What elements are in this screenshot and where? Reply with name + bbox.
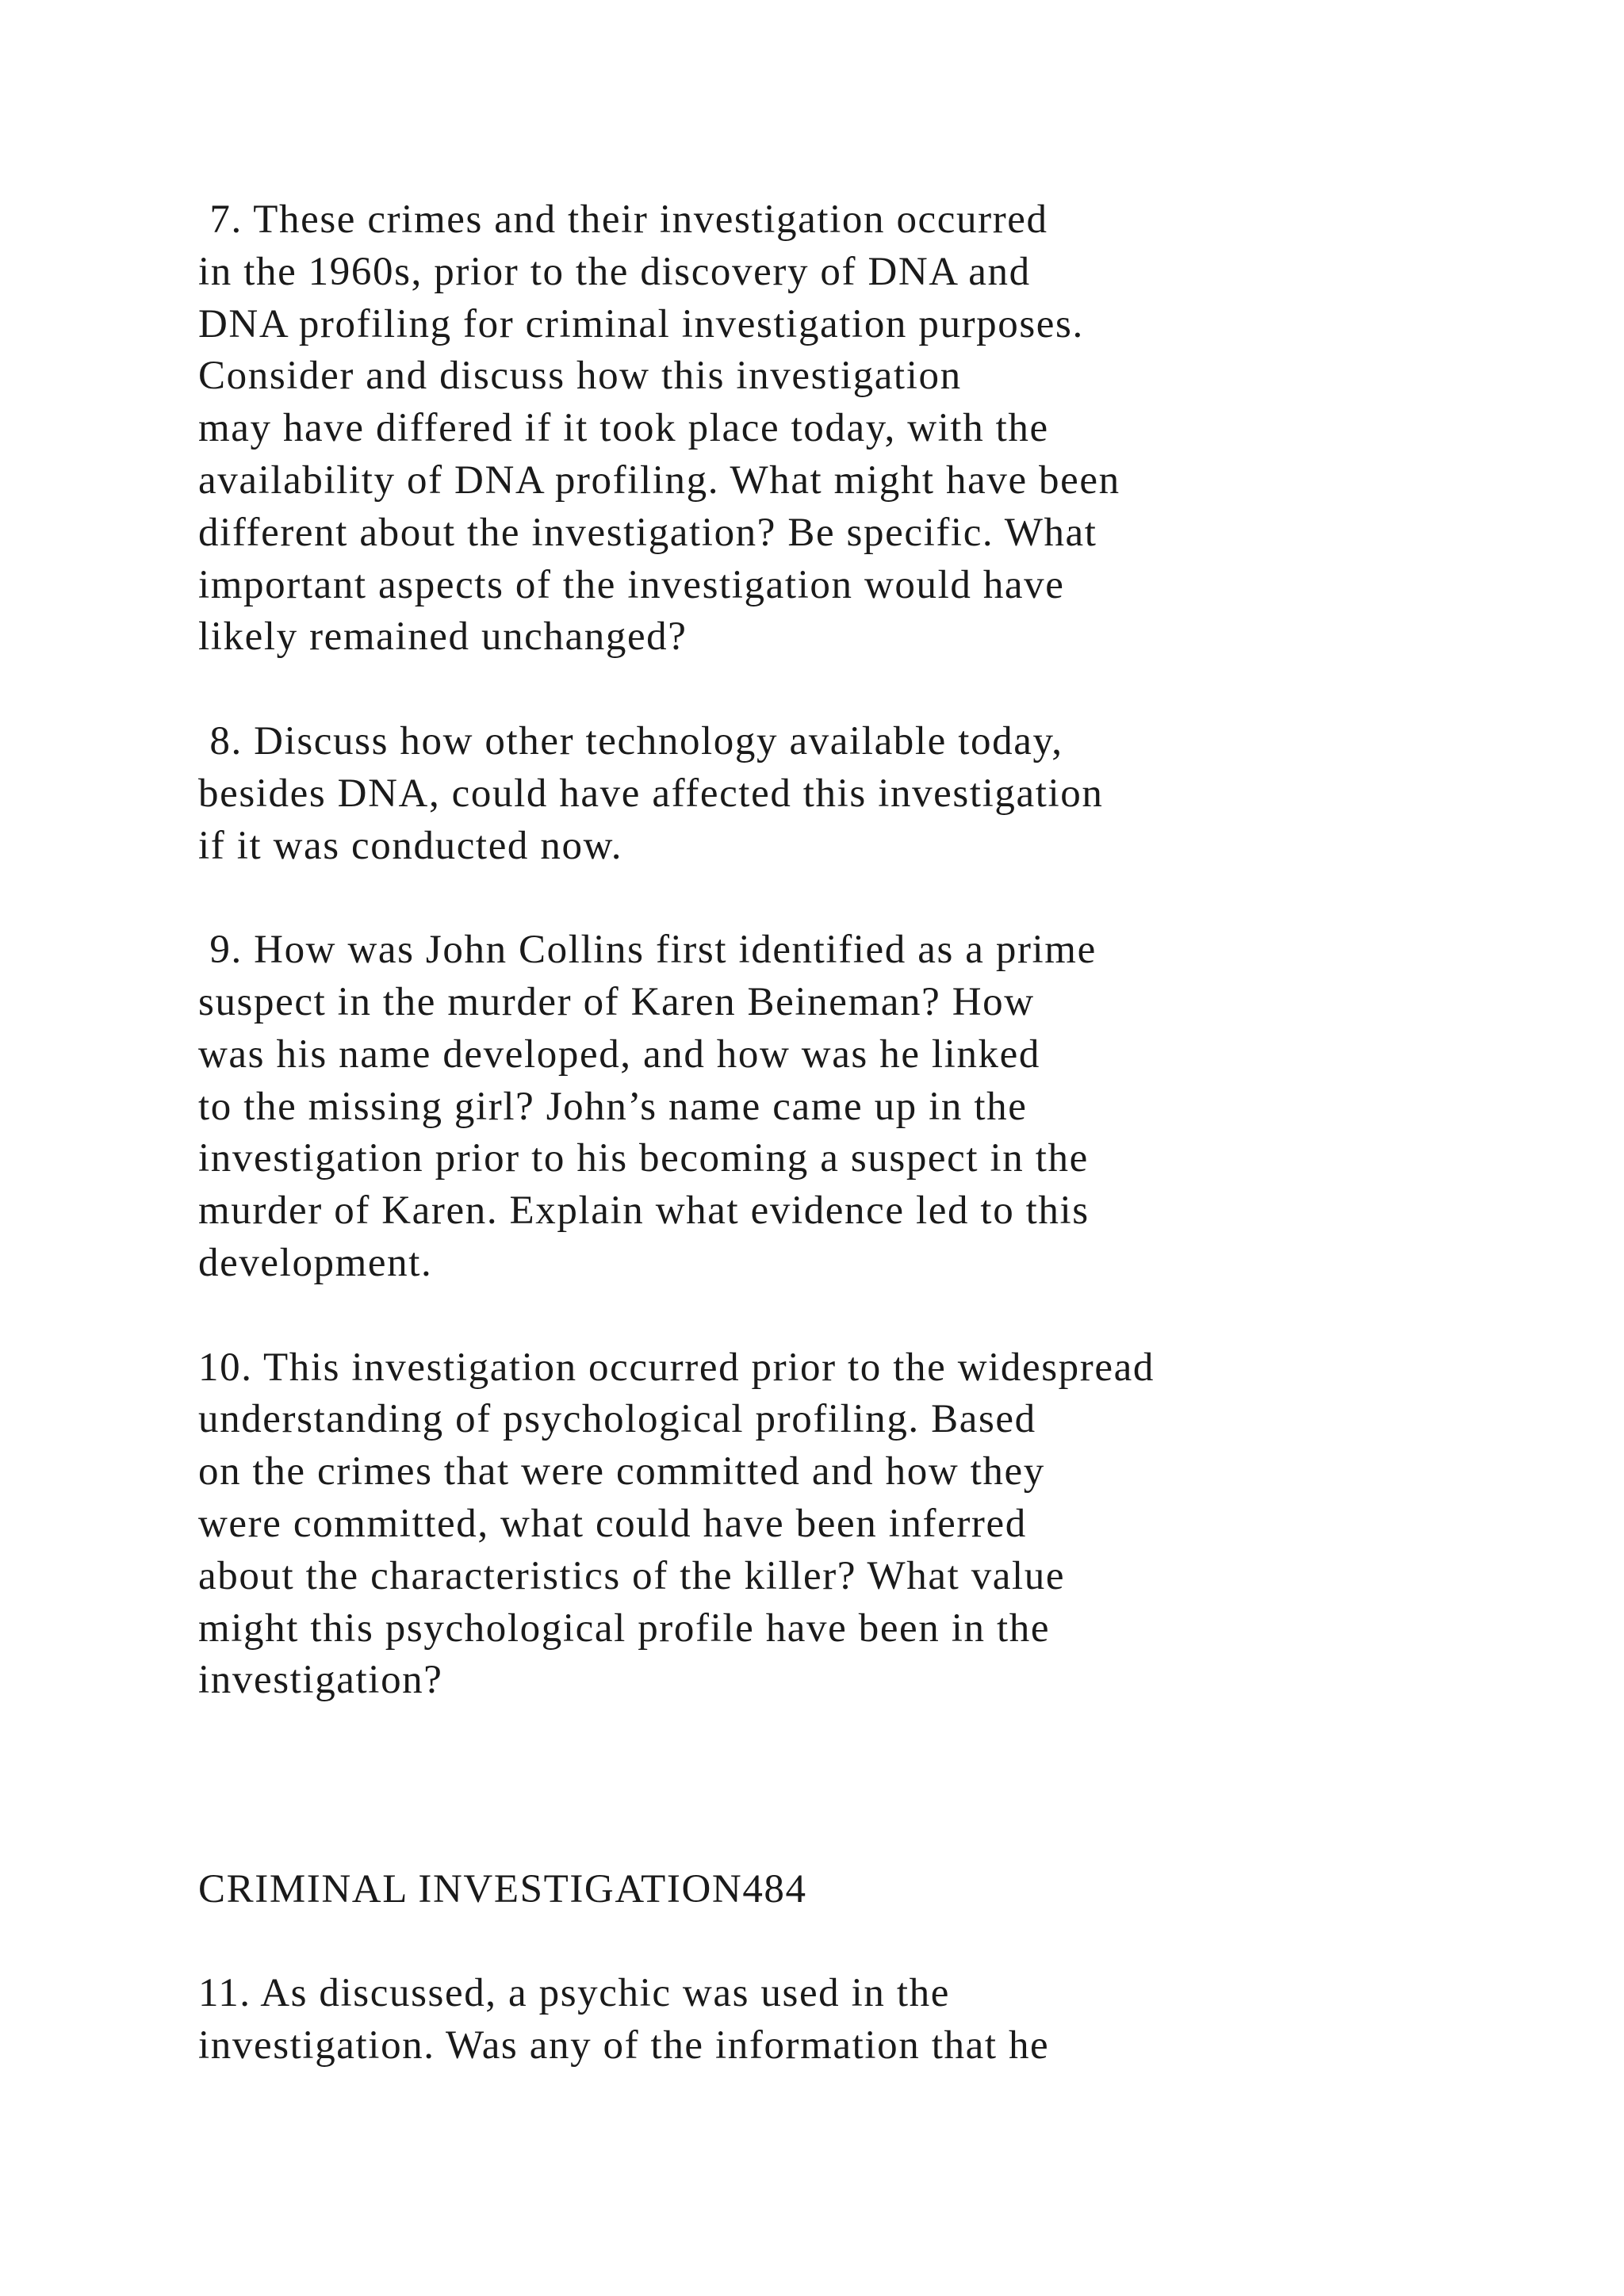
text-line: investigation prior to his becoming a suspect in the bbox=[198, 1136, 1089, 1181]
document-text bbox=[198, 194, 1594, 2072]
text-line: investigation. Was any of the information that he bbox=[198, 2022, 1050, 2068]
text-line: likely remained unchanged? bbox=[198, 614, 688, 660]
text-line: if it was conducted now. bbox=[198, 823, 623, 868]
blank-line bbox=[198, 872, 1594, 924]
page-header-line: CRIMINAL INVESTIGATION484 bbox=[198, 1866, 807, 1911]
blank-line bbox=[198, 664, 1594, 716]
blank-line bbox=[198, 1812, 1594, 1864]
text-line: might this psychological profile have been in the bbox=[198, 1605, 1051, 1651]
text-line: availability of DNA profiling. What might have been bbox=[198, 457, 1120, 503]
text-line: 8. Discuss how other technology available today, bbox=[198, 718, 1063, 763]
text-line: suspect in the murder of Karen Beineman? How bbox=[198, 979, 1035, 1024]
text-line: 7. These crimes and their investigation occurred bbox=[198, 197, 1048, 242]
text-line: murder of Karen. Explain what evidence led to this bbox=[198, 1188, 1090, 1234]
text-line: 9. How was John Collins first identified as a prime bbox=[198, 928, 1097, 973]
text-line: development. bbox=[198, 1240, 433, 1285]
text-line: different about the investigation? Be specific. What bbox=[198, 510, 1097, 555]
blank-line bbox=[198, 1759, 1594, 1812]
text-line: to the missing girl? John’s name came up in the bbox=[198, 1084, 1028, 1129]
text-line: about the characteristics of the killer? What value bbox=[198, 1553, 1066, 1598]
text-line: was his name developed, and how was he linked bbox=[198, 1031, 1040, 1077]
text-line: important aspects of the investigation would have bbox=[198, 562, 1065, 607]
text-line: 11. As discussed, a psychic was used in the bbox=[198, 1971, 950, 2016]
text-line: DNA profiling for criminal investigation purposes. bbox=[198, 301, 1084, 346]
text-line: investigation? bbox=[198, 1658, 443, 1703]
text-line: 10. This investigation occurred prior to the widespread bbox=[198, 1345, 1155, 1390]
text-line: were committed, what could have been inferred bbox=[198, 1501, 1027, 1546]
text-line: understanding of psychological profiling. Based bbox=[198, 1397, 1036, 1442]
text-line: besides DNA, could have affected this investigation bbox=[198, 771, 1104, 816]
text-line: on the crimes that were committed and how they bbox=[198, 1449, 1045, 1494]
blank-line bbox=[198, 1707, 1594, 1759]
text-line: Consider and discuss how this investigation bbox=[198, 354, 962, 399]
text-line: in the 1960s, prior to the discovery of DNA and bbox=[198, 249, 1031, 294]
blank-line bbox=[198, 1915, 1594, 1968]
blank-line bbox=[198, 1290, 1594, 1342]
text-line: may have differed if it took place today, with the bbox=[198, 406, 1049, 451]
